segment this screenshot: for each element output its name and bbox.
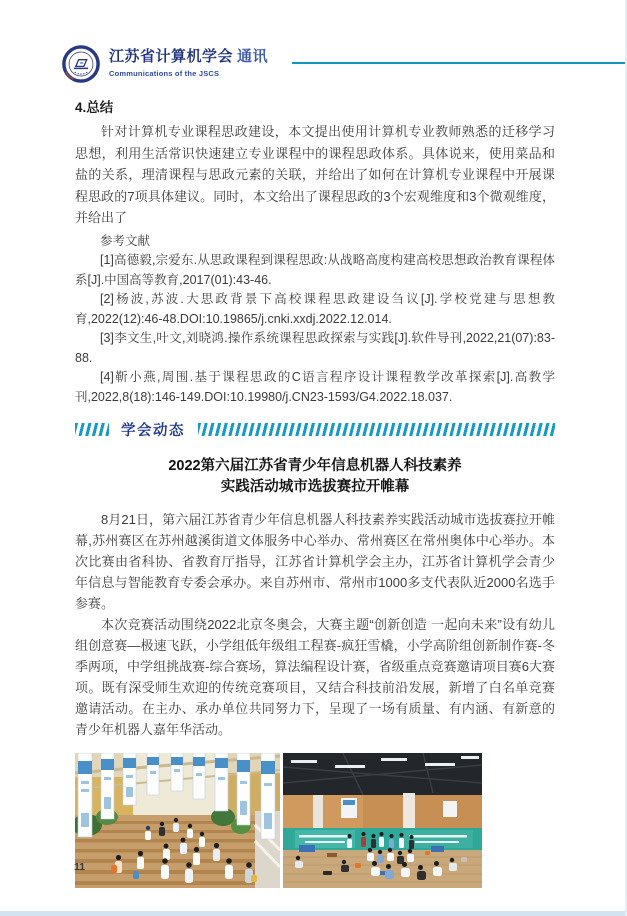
org-suffix: 通讯 <box>237 48 269 65</box>
news-title-line1: 2022第六届江苏省青少年信息机器人科技素养 <box>168 458 462 474</box>
reference-item: [1]高德毅,宗爱东.从思政课程到课程思政:从战略高度构建高校思想政治教育课程体系[J].中国高等教育,2017(01):43-46. <box>75 253 555 287</box>
slash-stripes-icon <box>75 423 109 436</box>
page-header <box>0 0 627 83</box>
section-banner <box>75 422 555 437</box>
header-rule-line <box>292 62 627 64</box>
students-climbing-stairs-with-banners-photo <box>75 753 280 888</box>
news-title-line2: 实践活动城市选拔赛拉开帷幕 <box>220 479 410 495</box>
jscs-seal-logo-icon <box>62 45 100 83</box>
org-name: 江苏省计算机学会 <box>109 48 234 65</box>
references-heading: 参考文献 <box>100 233 151 248</box>
news-photos <box>75 753 555 888</box>
page-number: 11 <box>74 861 86 873</box>
news-article <box>75 456 555 888</box>
news-article-title <box>75 456 555 498</box>
reference-item: [3]李文生,叶文,刘晓鸿.操作系统课程思政探索与实践[J].软件导刊,2022,21(07):83-88. <box>75 331 555 365</box>
bottom-edge-strip <box>0 911 627 916</box>
competition-hall-with-teams-photo <box>283 753 482 888</box>
header-title-block <box>109 45 268 78</box>
org-subtitle: Communications of the JSCS <box>109 69 220 78</box>
reference-item: [4]靳小燕,周围.基于课程思政的C语言程序设计课程教学改革探索[J].高教学刊,2022,8(18):146-149.DOI:10.19980/j.CN23-1593/G4.2022.18.037. <box>75 370 555 404</box>
slash-stripes-icon <box>198 423 555 436</box>
references-list <box>75 251 555 407</box>
news-paragraph-1: 8月21日，第六届江苏省青少年信息机器人科技素养实践活动城市选拔赛拉开帷幕,苏州赛区在苏州越溪街道文体服务中心举办、常州赛区在常州奥体中心举办。本次比赛由省科协、省教育厅指导，江苏省计算机学会主办，江苏省计算机学会青少年信息与智能教育专委会承办。来自苏州市、常州市1000多支代表队近2000名选手参赛。 <box>75 512 555 611</box>
reference-item: [2]杨波,苏波.大思政背景下高校课程思政建设刍议[J].学校党建与思想教育,2022(12):46-48.DOI:10.19865/j.cnki.xxdj.2022.12.014. <box>75 292 555 326</box>
summary-paragraph: 针对计算机专业课程思政建设，本文提出使用计算机专业教师熟悉的迁移学习思想，利用生活常识快速建立专业课程中的课程思政体系。具体说来，使用菜品和盐的关系，理清课程与思政元素的关联，并给出了如何在计算机专业课程中开展课程思政的7项具体建议。同时，本文给出了课程思政的3个宏观维度和3个微观维度，并给出了 <box>75 124 555 225</box>
summary-heading: 4.总结 <box>75 100 114 115</box>
page-body <box>0 83 627 888</box>
news-paragraph-2: 本次竞赛活动围绕2022北京冬奥会，大赛主题“创新创造 一起向未来”设有幼儿组创意赛—极速飞跃，小学组低年级组工程赛-疯狂雪橇，小学高阶组创新制作赛-冬季两项，中学组挑战赛-综合赛场，算法编程设计赛，省级重点竞赛邀请项目赛6大赛项。既有深受师生欢迎的传统竞赛项目，又结合科技前沿发展，新增了白名单竞赛邀请活动。在主办、承办单位共同努力下，呈现了一场有质量、有内涵、有新意的青少年机器人嘉年华活动。 <box>75 617 555 737</box>
section-banner-label: 学会动态 <box>121 423 185 439</box>
